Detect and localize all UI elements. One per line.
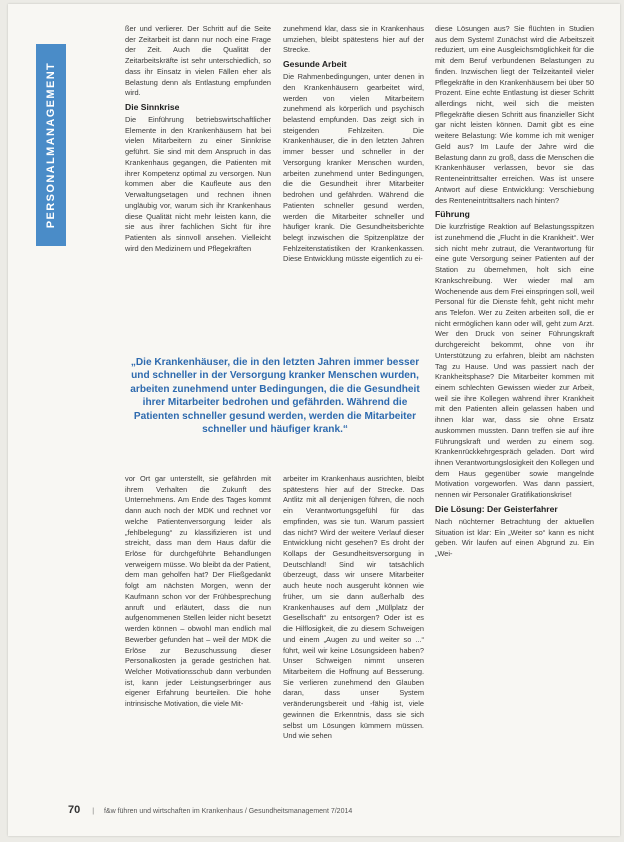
paragraph: vor Ort gar unterstellt, sie gefährden mit ihrem Verhalten die Zukunft des Unternehmens. Am Ende des Tages kommt dann auch noch der MDK und rechnet vor welche Patientenversorgung leider als „fehlbelegung“ zu klassifizieren ist und streicht, dass man dem Haus dafür die Erlöse für durchgeführte Behandlungen verweigern müsse. Wo bleibt da der Patient, dem man geholfen hat? Der Fließgedankt folgt am nächsten Morgen, wenn der Kaufmann schon vor der Frühbesprechung anruft und erläutert, dass die nun aufgenommenen Stellen leider nicht besetzt werden können – obwohl man endlich mal Bewerber gefunden hat – weil der MDK die Erlöse zur Bezuschussung dieser Personalkosten ja gerade gestrichen hat. Welcher Motivationsschub dann verbunden ist, kann jeder Leistungserbringer aus eigener Erfahrung beurteilen. Die hohe intrinsische Motivation, die viele Mit- xyxy=(125,474,271,709)
publication-source: f&w führen und wirtschaften im Krankenhaus / Gesundheitsmanagement 7/2014 xyxy=(103,808,353,815)
paragraph: Die Rahmenbedingungen, unter denen in den Krankenhäusern gearbeitet wird, werden von vielen Mitarbeitern zunehmend als körperlich und psychisch belastend empfunden. Das zeigt sich in steigenden Fehlzeiten. Die Krankenhäuser, die in den letzten Jahren immer besser und schneller in der Versorgung kranker Menschen wurden, arbeiten zunehmend unter Bedingungen, die die Gesundheit ihrer Mitarbeiter bedrohen und gefährden. Während die Patienten schneller gesund werden, werden die Mitarbeiter schneller und häufiger krank. Die Gesundheitsberichte belegt inzwischen die Spitzenplätze der Fehlzeitenstatistiken der Krankenkassen. Diese Entwicklung müsste eigentlich zu ei- xyxy=(283,72,424,264)
paragraph: arbeiter im Krankenhaus ausrichten, bleibt spätestens hier auf der Strecke. Das Antlitz mit all denjenigen führen, die noch ein Verantwortungsgefühl für das empfinden, was sie tun. Warum passiert das nicht? Wird der weitere Verlauf dieser Entwicklung nicht gesehen? Es droht der Kollaps der Gesundheitsversorgung in Deutschland! Sind wir tatsächlich überzeugt, dass wir unsere Mitarbeiter auch heute noch ausgeruht können wie früher, um sie dann außerhalb des Krankenhauses auf dem „Müllplatz der Gesellschaft“ zu entsorgen? Oder ist es die Hilflosigkeit, die zu diesem Schweigen und einem „Augen zu und weiter so ...“ führt, weil wir keine Lösungsideen haben? Unser Schweigen nimmt unseren Mitarbeitern die Hoffnung auf Besserung. Sie verlieren zunehmend den Glauben daran, dass unser System veränderungsbereit und -fähig ist, viele gewinnen die Erkenntnis, dass sie sich selbst um Lösungen kümmern müssen. Und wie sehen xyxy=(283,474,424,741)
column-2-top xyxy=(283,24,424,265)
paragraph: Die kurzfristige Reaktion auf Belastungsspitzen ist zunehmend die „Flucht in die Krankheit“. Wer sich nicht mehr zutraut, die Verantwortung für eine gute Versorgung seiner Patienten auf der Station zu übernehmen, holt sich eine Krankschreibung. Wer wieder mal am Wochenende aus dem Frei einspringen soll, weil Personal für die Dienste fehlt, geht nicht mehr ans Telefon. Wer zu Zeiten arbeiten soll, die er nicht ermöglichen kann oder will, geht zum Arzt. Wer den Druck von seiner Führungskraft durchgereicht bekommt, ohne von ihr Unterstützung zu erfahren, bleibt am nächsten Tag zu Hause. Und was passiert nach der Krankheitsphase? Die Mitarbeiter kommen mit einem schlechten Gewissen wieder zur Arbeit, weil sie ihre Kollegen während ihrer Krankheit mit den Patienten allein gelassen haben und ihnen klar war, dass sie ohne Ersatz auskommen mussten. Dann treffen sie auf ihre Führungskraft und werden zu einem sog. Krankenrückkehrgespräch geladen. Dort wird ihnen Verantwortungslosigkeit den Kollegen und dem Haus gegenüber sowie mangelnde Motivation vorgeworfen. Was dann passiert, nennen wir Personaler Gratifikationskrise! xyxy=(435,222,594,500)
subheading-sinnkrise: Die Sinnkrise xyxy=(125,102,180,113)
section-label: PERSONALMANAGEMENT xyxy=(45,61,57,229)
column-1-top xyxy=(125,24,271,254)
column-2-bottom xyxy=(283,474,424,742)
paragraph: Nach nüchterner Betrachtung der aktuellen Situation ist klar: Ein „Weiter so“ kann es nicht geben. Wir laufen auf einen Abgrund zu. Ein „Wei- xyxy=(435,516,594,559)
subheading-loesung: Die Lösung: Der Geisterfahrer xyxy=(435,503,558,514)
magazine-page xyxy=(8,4,620,836)
subheading-gesunde-arbeit: Gesunde Arbeit xyxy=(283,59,347,70)
column-1-bottom xyxy=(125,474,271,710)
page-number: 70 xyxy=(68,804,81,816)
column-3 xyxy=(435,24,594,560)
paragraph: ßer und verlierer. Der Schritt auf die Seite der Zeitarbeit ist dann nur noch eine Frage der Zeit. Auch die Qualität der Zeitarbeitskräfte ist sehr unterschiedlich, so dass ihr Einsatz in vielen Fällen eher als Belastung denn als Entlastung empfunden wird. xyxy=(125,24,271,98)
paragraph: diese Lösungen aus? Sie flüchten in Studien aus dem System! Zunächst wird die Arbeitszeit reduziert, um eine Ausgleichsmöglichkeit für die mit dem Beruf verbundenen Belastungen zu finden. Inzwischen liegt der Teilzeitanteil vieler Pflegekräfte in den Krankenhäusern bei über 50 Prozent. Eine echte Entlastung ist dieser Schritt allerdings nicht, weil sich die meisten Pflegekräfte diesen Schritt aus finanzieller Sicht gar nicht leisten können. Damit gibt es eine weitere Belastung: Wie komme ich mit weniger Geld aus? Im Laufe der Jahre wird die Belastung dann zu groß, dass die Menschen die Krankenhäuser verlassen, bevor sie das Renteneintrittsalter erreichen. Was ist unsere Antwort auf diese Entwicklung: Verschiebung des Renteneintrittsalters nach hinten? xyxy=(435,24,594,205)
footer-separator: | xyxy=(92,808,95,815)
paragraph: Die Einführung betriebswirtschaftlicher Elemente in den Krankenhäusern hat bei vielen Mitarbeitern zu einer Sinnkrise geführt. Sie sind mit dem Anspruch in das Krankenhaus gegangen, die Patienten mit ihrer Kompetenz optimal zu versorgen. Nun kommen aber die Kaufleute aus den Verwaltungsetagen und rechnen ihnen ungläubig vor, warum sich ihr Krankenhaus diese Qualität nicht mehr leisten kann, die sie aus ihrer fachlichen Sicht für ihre Patienten als sinnvoll ansehen. Vielleicht wird den Medizinern und Pflegekräften xyxy=(125,115,271,253)
pull-quote: „Die Krankenhäuser, die in den letzten Jahren immer besser und schneller in der Versorgung kranker Menschen wurden, arbeiten zunehmend unter Bedingungen, die die Gesundheit ihrer Mitarbeiter bedrohen und gefährden. Während die Patienten schneller gesund werden, werden die Mitarbeiter schneller und häufiger krank.“ xyxy=(130,357,420,436)
paragraph: zunehmend klar, dass sie in Krankenhaus umziehen, bleibt spätestens hier auf der Strecke. xyxy=(283,24,424,55)
section-tab xyxy=(36,44,66,246)
page-footer xyxy=(68,804,352,816)
subheading-fuehrung: Führung xyxy=(435,209,470,220)
